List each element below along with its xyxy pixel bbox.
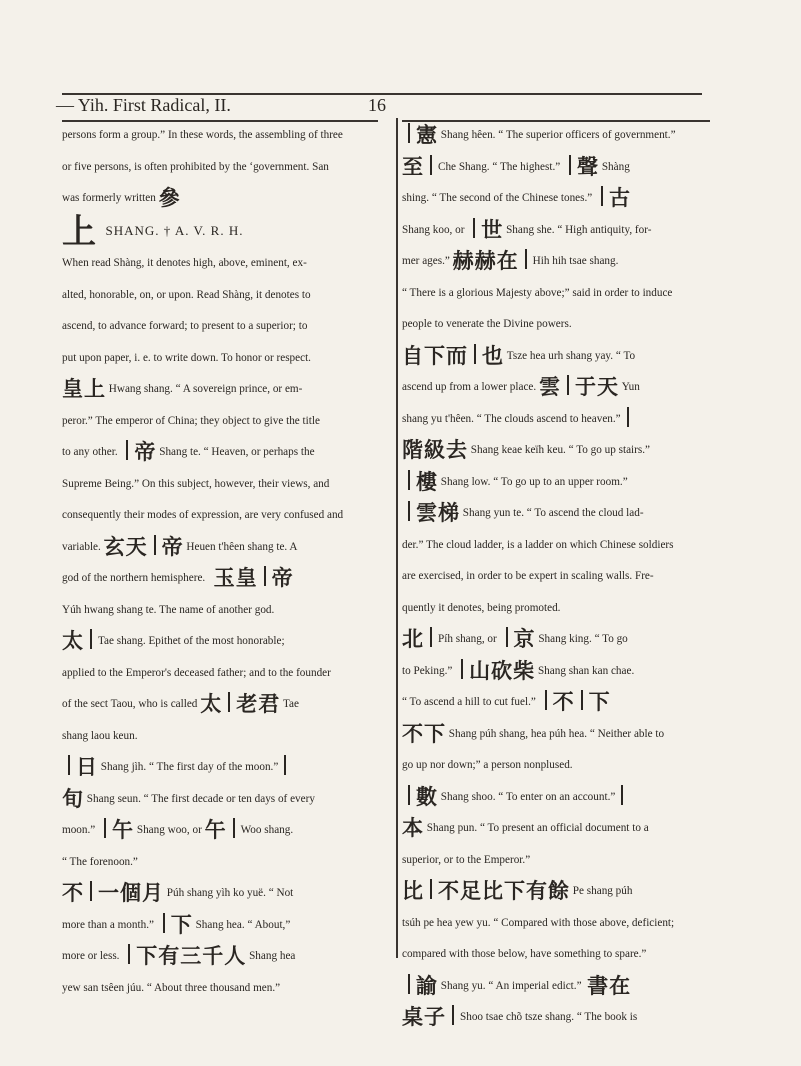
cjk-glyph: 玄天 xyxy=(103,534,148,559)
text-line: of the sect Taou, who is called xyxy=(62,698,198,710)
cjk-glyph: 太 xyxy=(200,692,223,716)
text-line: more or less. xyxy=(62,950,120,962)
cjk-glyph: 數 xyxy=(416,784,438,809)
text-line: moon.” xyxy=(62,824,96,836)
text-line: applied to the Emperor's deceased father; and to the founder xyxy=(62,666,331,679)
text-line: Shang yun te. “ To ascend the cloud lad- xyxy=(462,507,644,519)
text-line: to Peking.” xyxy=(402,664,453,677)
text-line: Shang koo, or xyxy=(402,223,465,236)
cjk-glyph: 參 xyxy=(158,186,181,210)
cjk-glyph: 于天 xyxy=(575,375,619,399)
cjk-glyph: 聲 xyxy=(577,154,600,179)
left-column xyxy=(62,120,378,1004)
text-line: Shang hêen. “ The superior officers of government.” xyxy=(440,129,676,141)
text-line: Shang woo, or xyxy=(136,824,202,836)
cjk-glyph: 不下 xyxy=(402,721,446,746)
cjk-glyph: 世 xyxy=(481,217,504,242)
cjk-glyph: 下 xyxy=(588,690,611,714)
text-line: Shang jìh. “ The first day of the moon.” xyxy=(100,761,279,773)
cjk-glyph: 階級去 xyxy=(402,438,468,462)
text-line: Tae shang. Epithet of the most honorable; xyxy=(98,635,285,647)
text-line: Shang hea xyxy=(249,950,296,962)
cjk-glyph: 日 xyxy=(76,755,98,779)
cjk-glyph: 旬 xyxy=(62,786,84,811)
text-line: Shang shan kan chae. xyxy=(537,664,635,677)
text-line: Shang king. “ To go xyxy=(538,633,628,645)
text-line: Supreme Being.” On this subject, however, their views, and xyxy=(62,477,330,490)
cjk-glyph: 老君 xyxy=(236,692,281,716)
cjk-glyph: 北 xyxy=(402,627,424,651)
cjk-glyph: 也 xyxy=(482,343,504,368)
text-line: compared with those below, have something to spare.” xyxy=(402,948,647,960)
text-line: or five persons, is often prohibited by the ‘government. San xyxy=(62,160,329,173)
cjk-glyph: 雲 xyxy=(539,375,561,399)
cjk-glyph: 太 xyxy=(62,629,84,653)
cjk-glyph: 古 xyxy=(609,186,632,210)
text-line: ascend, to advance forward; to present to a superior; to xyxy=(62,320,308,332)
cjk-glyph: 不 xyxy=(552,690,575,714)
text-line: Púh shang yìh ko yuë. “ Not xyxy=(166,887,294,899)
text-line: Shang shoo. “ To enter on an account.” xyxy=(440,790,616,803)
text-line: Pe shang púh xyxy=(572,885,633,897)
text-line: go up nor down;” a person nonplused. xyxy=(402,759,573,771)
text-line: Shang hea. “ About,” xyxy=(195,918,291,931)
cjk-glyph: 樓 xyxy=(416,469,438,494)
text-line: mer ages.” xyxy=(402,255,450,267)
text-line: Shang low. “ To go up to an upper room.” xyxy=(440,475,628,488)
cjk-glyph: 午 xyxy=(112,818,135,842)
text-line: Shoo tsae chõ tsze shang. “ The book is xyxy=(460,1011,638,1023)
cjk-glyph: 帝 xyxy=(161,534,184,559)
cjk-glyph: 下 xyxy=(170,912,193,937)
text-line: quently it denotes, being promoted. xyxy=(402,601,561,614)
text-line: Shang te. “ Heaven, or perhaps the xyxy=(159,446,315,458)
text-line: “ There is a glorious Majesty above;” said in order to induce xyxy=(402,286,673,299)
text-line: Yúh hwang shang te. The name of another god. xyxy=(62,603,275,616)
cjk-glyph: 至 xyxy=(402,154,424,179)
cjk-glyph: 赫赫在 xyxy=(452,249,519,273)
text-line: Heuen t'hêen shang te. A xyxy=(186,540,298,553)
text-line: “ To ascend a hill to cut fuel.” xyxy=(402,696,536,708)
cjk-glyph: 玉皇 xyxy=(213,566,258,590)
cjk-glyph: 不 xyxy=(62,881,84,905)
text-line: god of the northern hemisphere. xyxy=(62,572,206,584)
cjk-glyph: 午 xyxy=(204,818,227,842)
cjk-glyph: 諭 xyxy=(416,973,438,998)
cjk-glyph: 皇上 xyxy=(62,377,106,401)
text-line: Tsze hea urh shang yay. “ To xyxy=(506,349,636,362)
text-line: shang yu t'hêen. “ The clouds ascend to heaven.” xyxy=(402,412,621,425)
right-column xyxy=(402,120,710,1034)
text-line: to any other. xyxy=(62,446,118,458)
cjk-glyph: 本 xyxy=(402,816,424,840)
text-line: people to venerate the Divine powers. xyxy=(402,318,572,330)
text-line: Woo shang. xyxy=(240,824,294,836)
text-line: tsúh pe hea yew yu. “ Compared with those above, deficient; xyxy=(402,916,675,929)
cjk-glyph: 帝 xyxy=(134,440,157,464)
text-line: shang laou keun. xyxy=(62,729,138,742)
text-line: are exercised, in order to be expert in scaling walls. Fre- xyxy=(402,570,654,582)
text-line: more than a month.” xyxy=(62,918,154,931)
cjk-glyph: 京 xyxy=(513,627,536,651)
cjk-glyph: 書在 xyxy=(587,973,632,998)
text-line: Che Shang. “ The highest.” xyxy=(438,160,561,173)
cjk-glyph: 下有三千人 xyxy=(136,944,247,968)
text-line: Hih hih tsae shang. xyxy=(532,255,619,267)
text-line: put upon paper, i. e. to write down. To honor or respect. xyxy=(62,351,311,364)
cjk-glyph: 山砍柴 xyxy=(469,658,536,683)
text-line: Shang yu. “ An imperial edict.” xyxy=(440,979,582,992)
text-line: Shàng xyxy=(601,160,630,173)
text-line: persons form a group.” In these words, the assembling of three xyxy=(62,129,343,141)
cjk-glyph: 不足比下有餘 xyxy=(438,879,570,903)
text-line: was formerly written xyxy=(62,192,156,204)
text-line: Hwang shang. “ A sovereign prince, or em- xyxy=(108,383,303,395)
text-line: Shang keae keïh keu. “ To go up stairs.” xyxy=(470,444,651,456)
text-line: “ The forenoon.” xyxy=(62,855,138,868)
text-line: alted, honorable, on, or upon. Read Shàng, it denotes to xyxy=(62,288,311,301)
cjk-glyph: 雲梯 xyxy=(416,501,460,525)
headword-glyph: 上 xyxy=(62,211,97,252)
text-line: peror.” The emperor of China; they object to give the title xyxy=(62,414,320,427)
text-line: When read Shàng, it denotes high, above, eminent, ex- xyxy=(62,257,307,269)
cjk-glyph: 自下而 xyxy=(402,343,468,368)
text-line: Tae xyxy=(283,698,299,710)
text-line: der.” The cloud ladder, is a ladder on which Chinese soldiers xyxy=(402,538,674,551)
running-header: — Yih. First Radical, II. xyxy=(56,95,231,115)
text-line: variable. xyxy=(62,540,101,553)
text-line: Yun xyxy=(621,381,640,393)
cjk-glyph: 一個月 xyxy=(98,881,164,905)
text-line: Píh shang, or xyxy=(438,633,497,645)
text-line: Shang pun. “ To present an official document to a xyxy=(426,822,649,834)
text-line: shing. “ The second of the Chinese tones.” xyxy=(402,192,593,204)
text-line: consequently their modes of expression, are very confused and xyxy=(62,509,344,521)
column-divider xyxy=(396,118,398,958)
cjk-glyph: 桌子 xyxy=(402,1005,446,1029)
text-line: Shang she. “ High antiquity, for- xyxy=(506,223,652,236)
text-line: ascend up from a lower place. xyxy=(402,381,537,393)
text-line: superior, or to the Emperor.” xyxy=(402,853,531,866)
text-line: Shang seun. “ The first decade or ten days of every xyxy=(86,792,315,805)
text-line: yew san tsêen júu. “ About three thousand men.” xyxy=(62,981,281,994)
cjk-glyph: 比 xyxy=(402,879,424,903)
headword-line: SHANG. † A. V. R. H. xyxy=(105,222,244,238)
page-number: 16 xyxy=(368,95,386,115)
cjk-glyph: 帝 xyxy=(271,566,294,590)
text-line: Shang púh shang, hea púh hea. “ Neither able to xyxy=(448,727,665,740)
cjk-glyph: 憲 xyxy=(416,123,438,147)
